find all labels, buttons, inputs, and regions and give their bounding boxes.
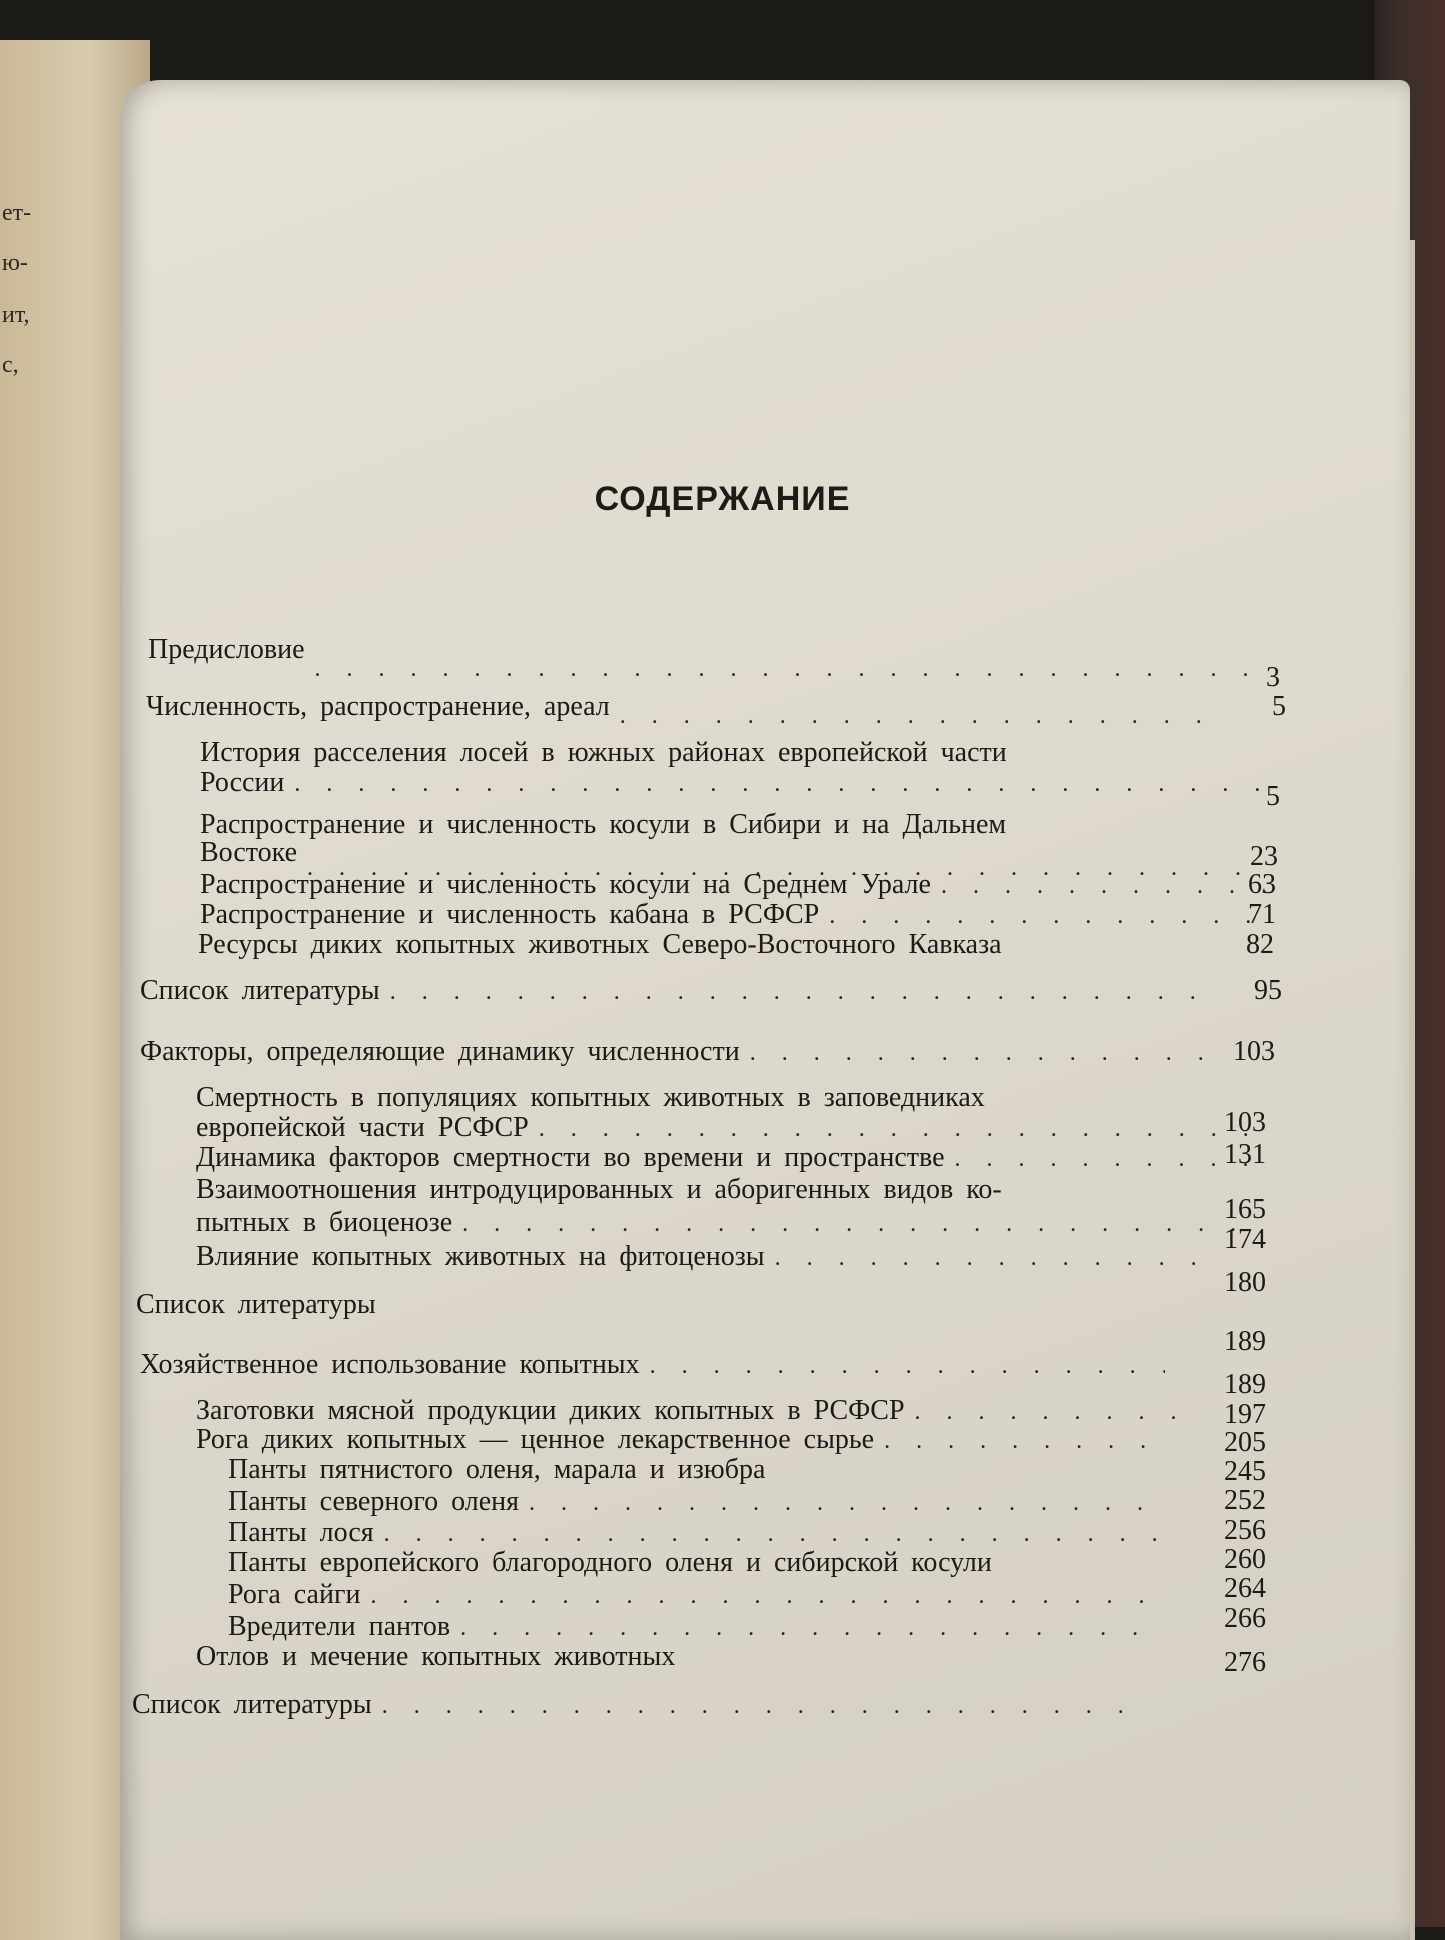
toc-entry: [228, 1455, 888, 1485]
toc-entry-page: 264: [1224, 1573, 1266, 1604]
toc-entry-page: 276: [1224, 1647, 1266, 1678]
toc-entry-title: Рога диких копытных — ценное лекарственное сырье: [196, 1424, 875, 1455]
toc-entry-page: 205: [1224, 1427, 1266, 1458]
toc-entry-page: 103: [1233, 1036, 1275, 1067]
left-page-fragment: ю-: [2, 250, 28, 276]
toc-entry-title: Распространение и численность косули в Сибири и на Дальнем: [200, 809, 1007, 840]
toc-entry-page: 189: [1224, 1326, 1266, 1357]
toc-entry-page: 245: [1224, 1456, 1266, 1487]
toc-entry-page: 63: [1248, 869, 1276, 900]
toc-entry-page: 82: [1246, 929, 1274, 960]
toc-entry: [200, 900, 1280, 931]
toc-entry: [200, 768, 1275, 799]
toc-entry-page: 260: [1224, 1544, 1266, 1575]
toc-entry-title: Заготовки мясной продукции диких копытных в РСФСР: [196, 1395, 905, 1426]
toc-entry: [200, 870, 1280, 901]
page-title: СОДЕРЖАНИЕ: [594, 480, 851, 518]
toc-entry: [146, 692, 1286, 723]
toc-entry-page: 180: [1224, 1267, 1266, 1298]
toc-entry: [196, 1242, 1206, 1273]
toc-entry-title: Распространение и численность косули на Среднем Урале: [200, 869, 931, 900]
leader-dots: [829, 901, 1270, 931]
toc-entry-page: 266: [1224, 1603, 1266, 1634]
toc-entry: [196, 1396, 1196, 1427]
toc-entry-title: Отлов и мечение копытных животных: [196, 1641, 676, 1672]
toc-entry-title: Ресурсы диких копытных животных Северо-Восточного Кавказа: [198, 929, 1002, 960]
toc-entry-title: Численность, распространение, ареал: [146, 691, 610, 722]
toc-entry-title: История расселения лосей в южных районах европейской части: [200, 737, 1007, 768]
toc-entry: [140, 976, 1282, 1007]
leader-dots: [390, 977, 1222, 1007]
toc-entry-title: Вредители пантов: [228, 1611, 451, 1642]
leader-dots: [384, 1519, 1158, 1549]
toc-entry: [196, 1425, 1166, 1456]
toc-entry: [228, 1487, 1168, 1518]
toc-entry-title: Предисловие: [148, 634, 305, 665]
leader-dots: [750, 1038, 1215, 1068]
left-page-fragment: с,: [2, 352, 19, 378]
leader-dots: [620, 701, 1226, 731]
leader-dots: [775, 1243, 1196, 1273]
toc-entry-page: 131: [1224, 1139, 1266, 1170]
toc-entry-title: Панты европейского благородного оленя и сибирской косули: [228, 1547, 992, 1578]
leader-dots: [382, 1691, 1122, 1721]
leader-dots: [539, 1114, 1261, 1144]
toc-entry-title: Влияние копытных животных на фитоценозы: [196, 1241, 765, 1272]
toc-entry-title-continued: России: [200, 767, 285, 798]
toc-entry: [148, 635, 1278, 666]
toc-entry-page: 165: [1224, 1194, 1266, 1225]
toc-entry-page: 5: [1272, 691, 1286, 722]
toc-entry-page: 5: [1266, 781, 1280, 812]
toc-entry: [228, 1580, 1168, 1611]
toc-entry: [140, 1350, 1175, 1381]
toc-entry-title: Смертность в популяциях копытных животных в заповедниках: [196, 1082, 985, 1113]
toc-entry-title: Список литературы: [140, 975, 380, 1006]
toc-entry-title: Динамика факторов смертности во времени и пространстве: [196, 1142, 945, 1173]
toc-entry: [196, 1143, 1281, 1174]
toc-entry-page: 3: [1266, 662, 1280, 693]
leader-dots: [915, 1397, 1186, 1427]
toc-entry-title-continued: европейской части РСФСР: [196, 1112, 529, 1143]
left-page-fragment: ит,: [2, 302, 30, 328]
toc-entry: [228, 1518, 1168, 1549]
toc-entry-title: Список литературы: [136, 1289, 376, 1320]
toc-entry-page: 95: [1254, 975, 1282, 1006]
toc-entry-title: Панты лося: [228, 1517, 374, 1548]
toc-entry: [140, 1037, 1275, 1068]
leader-dots: [294, 769, 1265, 799]
toc-entry-title-continued: Востоке: [200, 837, 298, 868]
toc-entry: [228, 1612, 1158, 1643]
toc-entry-title: Панты пятнистого оленя, марала и изюбра: [228, 1454, 766, 1485]
toc-entry-title: Взаимоотношения интродуцированных и аборигенных видов ко-: [196, 1174, 1002, 1205]
leader-dots: [370, 1581, 1158, 1611]
leader-dots: [315, 654, 1268, 684]
toc-entry-title: Факторы, определяющие динамику численности: [140, 1036, 740, 1067]
toc-entry-page: 23: [1250, 841, 1278, 872]
toc-entry-title: Хозяйственное использование копытных: [140, 1349, 640, 1380]
toc-entry-title-continued: пытных в биоценозе: [196, 1207, 453, 1238]
toc-entry: [200, 838, 1275, 869]
leader-dots: [650, 1351, 1165, 1381]
leader-dots: [529, 1488, 1158, 1518]
toc-entry: [132, 1690, 1132, 1721]
left-page-fragment: ет-: [2, 200, 32, 226]
toc-entry-title: Распространение и численность кабана в РСФСР: [200, 899, 820, 930]
toc-entry-title: Рога сайги: [228, 1579, 361, 1610]
toc-entry-title: Список литературы: [132, 1689, 372, 1720]
leader-dots: [462, 1209, 1261, 1239]
toc-entry-page: 71: [1248, 899, 1276, 930]
toc-entry: [196, 1208, 1271, 1239]
toc-entry-page: 252: [1224, 1485, 1266, 1516]
toc-entry-page: 174: [1224, 1224, 1266, 1255]
toc-entry-page: 189: [1224, 1369, 1266, 1400]
toc-entry-page: 256: [1224, 1515, 1266, 1546]
leader-dots: [460, 1613, 1148, 1643]
toc-entry: [196, 1113, 1271, 1144]
toc-entry-page: 103: [1224, 1107, 1266, 1138]
leader-dots: [884, 1426, 1156, 1456]
toc-entry-page: 197: [1224, 1399, 1266, 1430]
toc-entry-title: Панты северного оленя: [228, 1486, 520, 1517]
